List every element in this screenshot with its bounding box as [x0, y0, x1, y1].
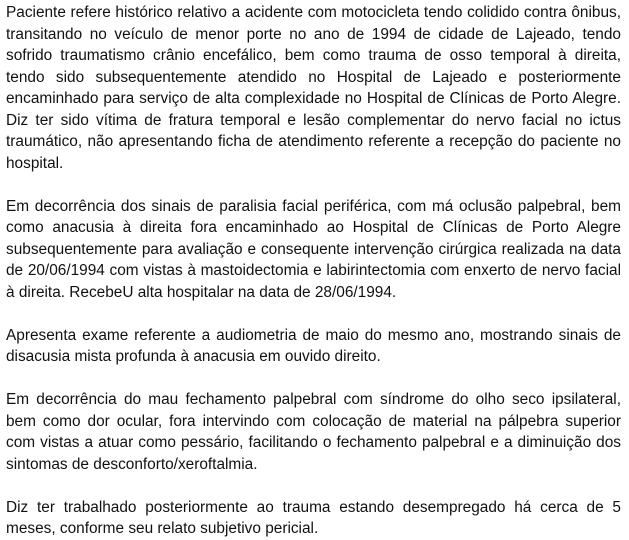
paragraph-eyelid-treatment: Em decorrência do mau fechamento palpebral com síndrome do olho seco ipsilateral, bem como dor ocular, fora intervindo com colocação de material na pálpebra superior com vistas a atuar como pessário, facilitando o fechamento palpebral e a diminuição dos sintomas de desconforto/xeroftalmia. [6, 391, 621, 473]
paragraph-audiometry: Apresenta exame referente a audiometria de maio do mesmo ano, mostrando sinais de disacusia mista profunda à anacusia em ouvido direito. [6, 326, 621, 365]
paragraph-employment-status: Diz ter trabalhado posteriormente ao trauma estando desempregado há cerca de 5 meses, conforme seu relato subjetivo pericial. [6, 498, 621, 537]
paragraph-surgical-intervention: Em decorrência dos sinais de paralisia facial periférica, com má oclusão palpebral, bem como anacusia à direita fora encaminhado ao Hospital de Clínicas de Porto Alegre subsequentemente para avaliação e consequente intervenção cirúrgica realizada na data de 20/06/1994 com vistas à mastoidectomia e labirintectomia com enxerto de nervo facial à direita. RecebeU alta hospitalar na data de 28/06/1994. [6, 197, 621, 301]
paragraph-accident-history: Paciente refere histórico relativo a acidente com motocicleta tendo colidido contra ônibus, transitando no veículo de menor porte no ano de 1994 de cidade de Lajeado, tendo sofrido traumatismo crânio encefálico, bem como trauma de osso temporal à direita, tendo sido subsequentemente atendido no Hospital de Lajeado e posteriormente encaminhado para serviço de alta complexidade no Hospital de Clínicas de Porto Alegre. Diz ter sido vítima de fratura temporal e lesão complementar do nervo facial no ictus traumático, não apresentando ficha de atendimento referente a recepção do paciente no hospital. [6, 4, 621, 172]
